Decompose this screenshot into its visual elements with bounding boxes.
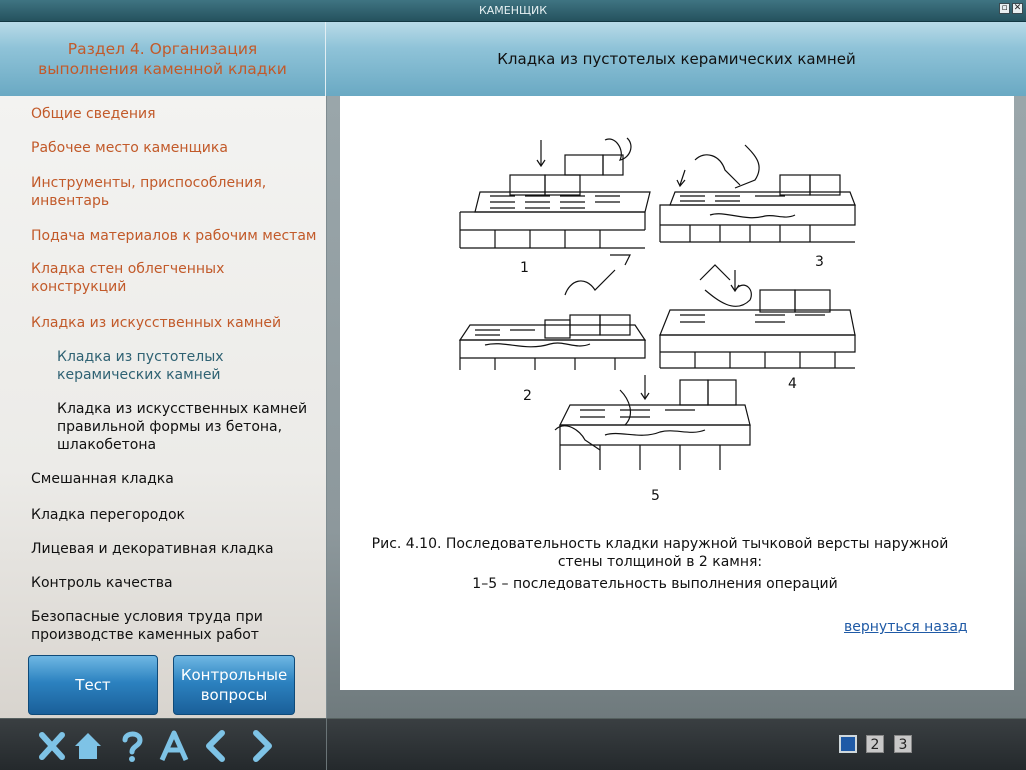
font-icon[interactable] — [158, 729, 190, 763]
questions-button[interactable]: Контрольные вопросы — [173, 655, 295, 715]
sidebar-item-workplace[interactable]: Рабочее место каменщика — [31, 140, 228, 156]
sidebar-item-mixed[interactable]: Смешанная кладка — [31, 471, 174, 487]
figure-label-1: 1 — [520, 260, 529, 276]
forward-arrow-icon[interactable] — [246, 729, 278, 763]
sidebar-item-artificial-stones[interactable]: Кладка из искусственных камней — [31, 315, 282, 331]
sidebar-item-quality[interactable]: Контроль качества — [31, 575, 173, 591]
header — [0, 22, 1026, 96]
scene-2 — [460, 255, 645, 370]
scene-5 — [555, 375, 750, 470]
sidebar-item-materials[interactable]: Подача материалов к рабочим местам — [31, 228, 317, 244]
page-button-2[interactable]: 2 — [866, 735, 884, 753]
home-icon[interactable] — [72, 729, 104, 763]
figure-legend: 1–5 – последовательность выполнения операций — [472, 576, 838, 592]
sidebar-item-light-walls[interactable]: Кладка стен облегченных конструкций — [31, 261, 225, 295]
minimize-icon[interactable]: ▫ — [999, 3, 1010, 14]
sidebar-item-tools[interactable]: Инструменты, приспособления, инвентарь — [31, 175, 267, 209]
section-title: Раздел 4. Организация выполнения каменной кладки — [0, 22, 326, 96]
scene-1 — [460, 138, 650, 248]
window-titlebar — [0, 0, 1026, 22]
help-icon[interactable] — [116, 729, 148, 763]
sidebar-item-safety[interactable]: Безопасные условия труда при производстве каменных работ — [31, 609, 263, 643]
sidebar-item-general[interactable]: Общие сведения — [31, 106, 156, 122]
figure-caption: Рис. 4.10. Последовательность кладки наружной тычковой версты наружной стены толщиной в 2 камня: — [371, 536, 949, 570]
page-button-3[interactable]: 3 — [894, 735, 912, 753]
scene-3 — [660, 145, 855, 242]
figure-label-4: 4 — [788, 376, 797, 392]
sidebar-item-partitions[interactable]: Кладка перегородок — [31, 507, 185, 523]
back-link[interactable]: вернуться назад — [844, 619, 968, 635]
sidebar-item-decorative[interactable]: Лицевая и декоративная кладка — [31, 541, 274, 557]
test-button[interactable]: Тест — [28, 655, 158, 715]
page-title: Кладка из пустотелых керамических камней — [497, 50, 856, 68]
exit-icon[interactable] — [36, 729, 68, 763]
page-indicator-current[interactable] — [839, 735, 857, 753]
figure-label-5: 5 — [651, 488, 660, 504]
masonry-figure — [455, 130, 865, 505]
bottom-divider — [326, 718, 327, 770]
sidebar-item-concrete-stones[interactable]: Кладка из искусственных камней правильной формы из бетона, шлакобетона — [57, 401, 308, 453]
sidebar-item-hollow-ceramic[interactable]: Кладка из пустотелых керамических камней — [57, 349, 224, 383]
close-icon[interactable]: ✕ — [1013, 3, 1022, 13]
figure-label-2: 2 — [523, 388, 532, 404]
back-arrow-icon[interactable] — [200, 729, 232, 763]
scene-4 — [660, 265, 855, 368]
figure-label-3: 3 — [815, 254, 824, 270]
window-title: КАМЕНЩИК — [478, 4, 548, 17]
